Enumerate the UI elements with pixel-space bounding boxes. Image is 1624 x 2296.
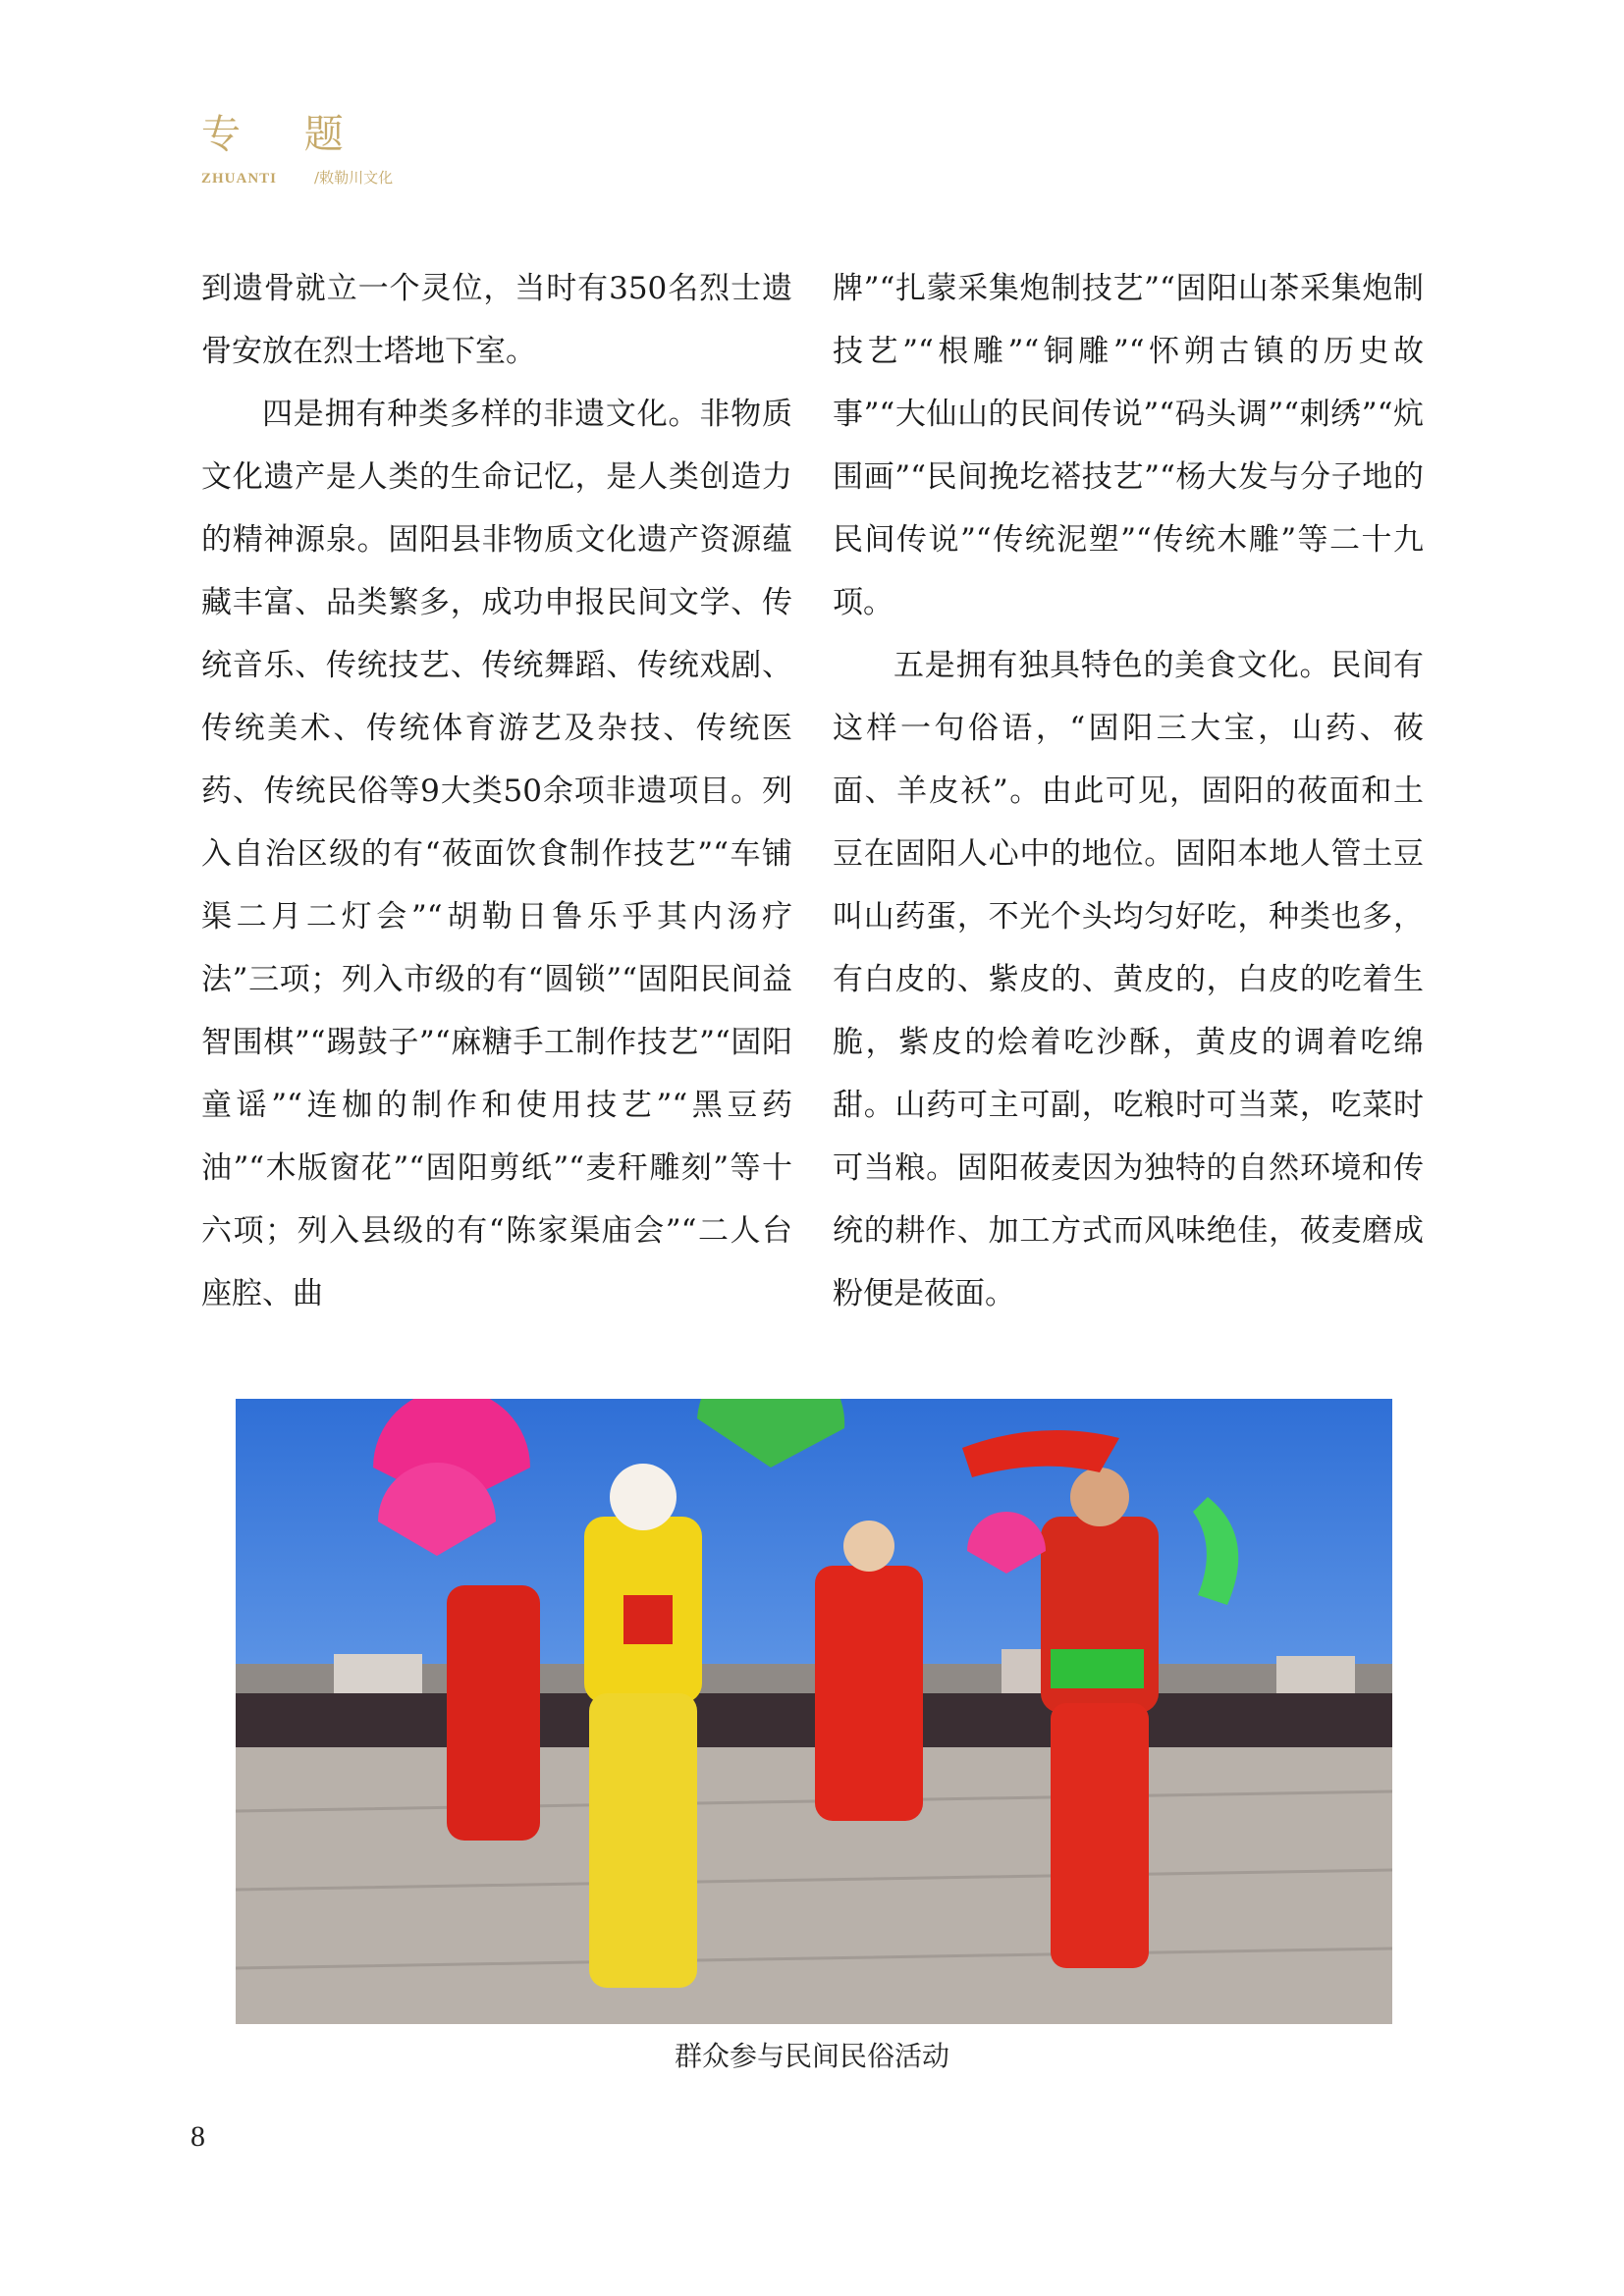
page-header (201, 110, 394, 187)
dancer-green-sash (1051, 1649, 1144, 1688)
crowd (236, 1693, 1392, 1747)
header-subline (201, 167, 393, 187)
dancer-red-left (447, 1585, 540, 1841)
dancer-hat (610, 1464, 677, 1530)
photo-illustration (236, 1399, 1392, 2024)
dancer-face (1070, 1468, 1129, 1526)
dancer-red-middle (815, 1566, 923, 1821)
paragraph: 到遗骨就立一个灵位，当时有350名烈士遗骨安放在烈士塔地下室。 (201, 271, 792, 369)
green-scarf (1193, 1497, 1238, 1605)
dancer-red-trousers (1051, 1703, 1149, 1968)
section-title: 专 题 (201, 112, 369, 157)
green-fan (697, 1399, 844, 1468)
figure-caption: 群众参与民间民俗活动 (674, 2040, 949, 2072)
red-scarf (962, 1430, 1119, 1477)
dancer-face (843, 1521, 894, 1572)
page-number: 8 (190, 2120, 205, 2153)
text-column-right (833, 257, 1424, 1325)
paragraph: 牌”“扎蒙采集炮制技艺”“固阳山茶采集炮制技艺”“根雕”“铜雕”“怀朔古镇的历史故事”“大仙山的民间传说”“码头调”“刺绣”“炕围画”“民间挽圪褡技艺”“杨大发与分子地的民间传说”“传统泥塑”“传统木雕”等二十九项。 (833, 271, 1424, 620)
section-pinyin: ZHUANTI (201, 171, 278, 187)
pink-fan (967, 1512, 1046, 1574)
dancer-sash (623, 1595, 673, 1644)
dancer-yellow-trousers (589, 1693, 697, 1988)
paragraph: 四是拥有种类多样的非遗文化。非物质文化遗产是人类的生命记忆，是人类创造力的精神源泉。固阳县非物质文化遗产资源蕴藏丰富、品类繁多，成功申报民间文学、传统音乐、传统技艺、传统舞蹈、传统戏剧、传统美术、传统体育游艺及杂技、传统医药、传统民俗等9大类50余项非遗项目。列入自治区级的有“莜面饮食制作技艺”“车铺渠二月二灯会”“胡勒日鲁乐乎其内汤疗法”三项；列入市级的有“圆锁”“固阳民间益智围棋”“踢鼓子”“麻糖手工制作技艺”“固阳童谣”“连枷的制作和使用技艺”“黑豆药油”“木版窗花”“固阳剪纸”“麦秆雕刻”等十六项；列入县级的有“陈家渠庙会”“二人台座腔、曲 (201, 397, 792, 1311)
folk-activity-photo (236, 1399, 1392, 2024)
paragraph: 五是拥有独具特色的美食文化。民间有这样一句俗语，“固阳三大宝，山药、莜面、羊皮袄”。由此可见，固阳的莜面和土豆在固阳人心中的地位。固阳本地人管土豆叫山药蛋，不光个头均匀好吃，种类也多，有白皮的、紫皮的、黄皮的，白皮的吃着生脆，紫皮的烩着吃沙酥，黄皮的调着吃绵甜。山药可主可副，吃粮时可当菜，吃菜时可当粮。固阳莜麦因为独特的自然环境和传统的耕作、加工方式而风味绝佳，莜麦磨成粉便是莜面。 (833, 648, 1424, 1311)
text-column-left (201, 257, 792, 1325)
section-tag: /敕勒川文化 (314, 169, 394, 187)
